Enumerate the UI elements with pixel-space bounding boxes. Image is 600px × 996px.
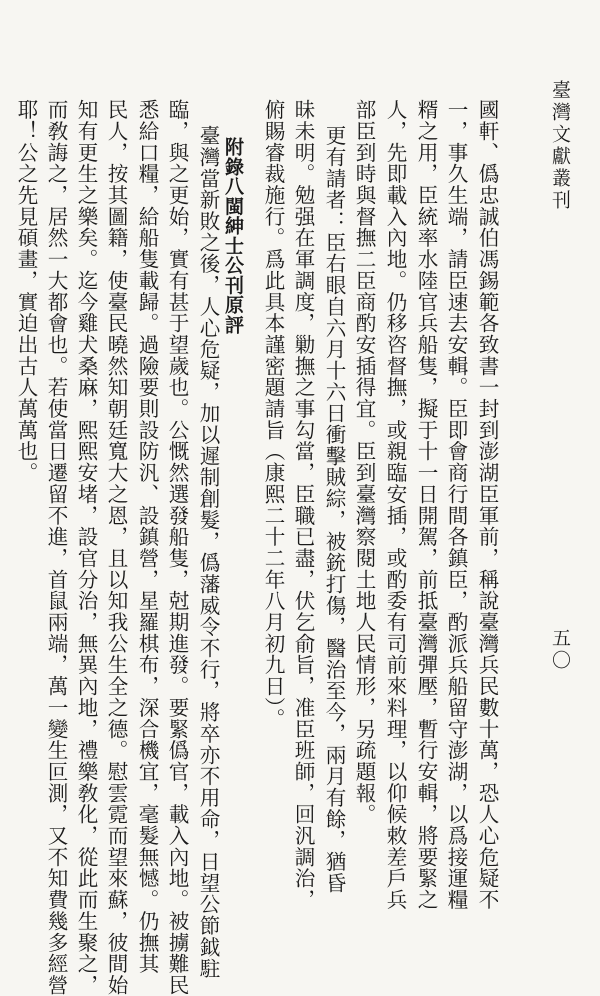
appendix-title: 附錄八閩紳士公刊原評 bbox=[222, 137, 244, 335]
appendix-line-7: 耶！公之先見碩畫，實迫出古人萬萬也。 bbox=[14, 99, 38, 484]
appendix-line-1: 臺灣當新敗之後，人心危疑，加以遲制創髮，僞藩威令不行，將卒亦不用命，日望公節鉞駐 bbox=[196, 125, 220, 979]
appendix-line-2: 臨，與之更始，實有甚于望歲也。公慨然選發船隻，尅期進發。要緊僞官，載入內地。被擄難民 bbox=[165, 99, 189, 996]
body-line-7: 昧未明。勉强在軍調度，勦撫之事勾當，臣職已盡，伏乞俞旨，准臣班師，回汎調治， bbox=[291, 99, 315, 911]
body-line-8: 俯賜睿裁施行。爲此具本謹密題請旨（康熙二十二年八月初九日）。 bbox=[261, 99, 285, 730]
body-line-1: 國軒、僞忠誠伯馮錫範各致書一封到澎湖臣軍前，稱說臺灣兵民數十萬，恐人心危疑不 bbox=[475, 99, 499, 911]
body-line-2: 一，事久生端，請臣速去安輯。臣即會商行間各鎮臣，酌派兵船留守澎湖，以爲接運糧 bbox=[444, 99, 468, 911]
appendix-line-5: 知有更生之樂矣。迄今雞犬桑麻，熙熙安堵，設官分治，無異內地，禮樂敎化，從此而生聚之， bbox=[74, 99, 98, 996]
body-line-6: 更有請者：臣右眼自六月十六日衝擊賊綜，被銃打傷，醫治至今，兩月有餘，猶昏 bbox=[322, 125, 346, 894]
appendix-line-4: 民人，按其圖籍，使臺民曉然知朝廷寬大之恩，且以知我公生全之德。慰雲霓而望來蘇，彼間始 bbox=[104, 99, 128, 996]
body-line-3: 糈之用，臣統率水陸官兵船隻，擬于十一日開駕，前抵臺灣彈壓，暫行安輯，將要緊之 bbox=[414, 99, 438, 911]
appendix-line-3: 悉給口糧，給船隻載歸。過險要則設防汎、設鎮營，星羅棋布，深合機宜，毫髮無憾。仍撫其 bbox=[135, 99, 159, 975]
running-title: 臺灣文獻叢刊 bbox=[549, 80, 571, 212]
body-line-4: 人，先即載入內地。仍移咨督撫，或親臨安插，或酌委有司前來料理，以仰候敕差戶兵 bbox=[383, 99, 407, 911]
appendix-line-6: 而敎誨之，居然一大都會也。若使當日遷留不進，首鼠兩端，萬一變生叵測，又不知費幾多經營 bbox=[44, 99, 68, 996]
body-line-5: 部臣到時與督撫二臣商酌安插得宜。臣到臺灣察閱土地人民情形，另疏題報。 bbox=[352, 99, 376, 825]
page-number: 五〇 bbox=[549, 628, 571, 672]
